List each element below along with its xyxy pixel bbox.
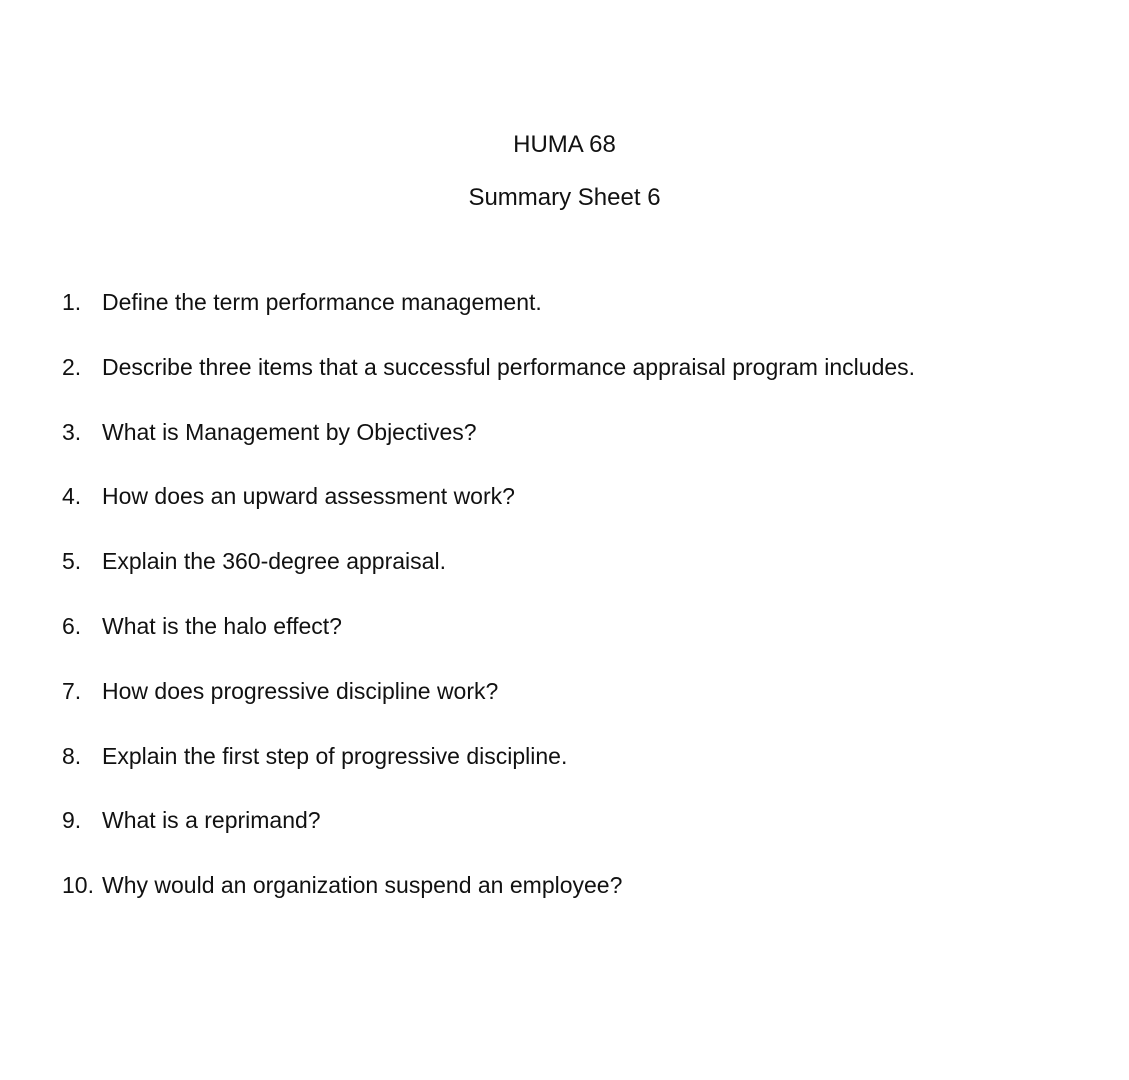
question-text: What is Management by Objectives? bbox=[102, 418, 477, 445]
question-text: Explain the 360-degree appraisal. bbox=[102, 548, 446, 575]
question-list bbox=[62, 285, 915, 933]
question-item bbox=[62, 674, 915, 739]
question-text: What is the halo effect? bbox=[102, 612, 342, 639]
question-item bbox=[62, 285, 915, 350]
question-item bbox=[62, 350, 915, 415]
question-item bbox=[62, 739, 915, 804]
question-number: 2. bbox=[62, 353, 82, 380]
question-number: 7. bbox=[62, 677, 82, 704]
question-number: 9. bbox=[62, 807, 82, 834]
sheet-title: Summary Sheet 6 bbox=[468, 184, 661, 211]
question-item bbox=[62, 415, 915, 480]
question-item bbox=[62, 803, 915, 868]
question-text: Describe three items that a successful performance appraisal program includes. bbox=[102, 353, 916, 380]
question-number: 1. bbox=[62, 289, 82, 315]
question-text: Define the term performance management. bbox=[102, 289, 542, 315]
question-number: 5. bbox=[62, 548, 82, 575]
question-number: 3. bbox=[62, 418, 82, 445]
question-number: 10. bbox=[62, 872, 94, 899]
question-item bbox=[62, 609, 915, 674]
question-number: 8. bbox=[62, 742, 82, 769]
course-title: HUMA 68 bbox=[513, 131, 616, 158]
question-item bbox=[62, 479, 915, 544]
question-item bbox=[62, 544, 915, 609]
question-text: How does progressive discipline work? bbox=[102, 677, 499, 704]
question-text: How does an upward assessment work? bbox=[102, 483, 515, 510]
question-number: 4. bbox=[62, 483, 82, 510]
question-text: Why would an organization suspend an employee? bbox=[102, 872, 623, 899]
question-text: What is a reprimand? bbox=[102, 807, 321, 834]
question-number: 6. bbox=[62, 612, 82, 639]
question-text: Explain the first step of progressive discipline. bbox=[102, 742, 568, 769]
question-item bbox=[62, 868, 915, 933]
